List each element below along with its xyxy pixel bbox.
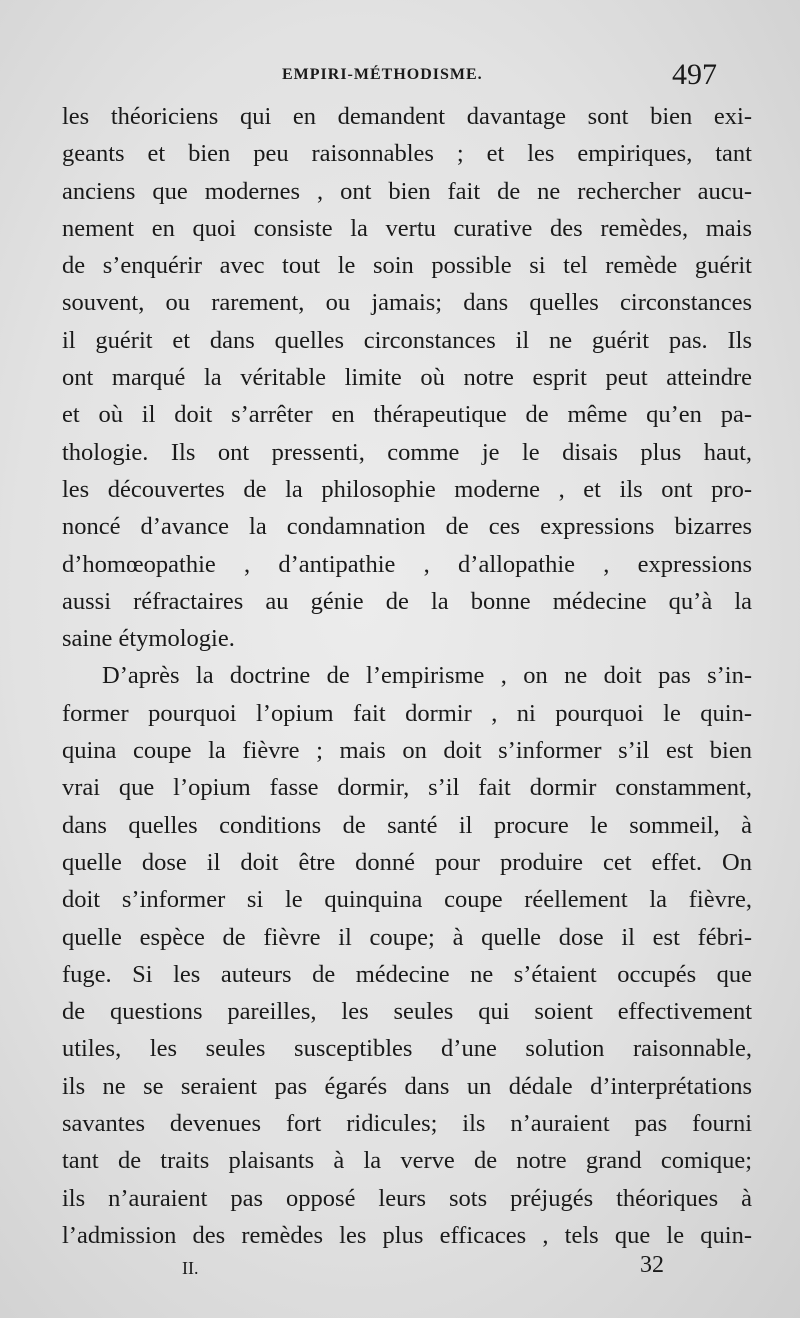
text-line: ils n’auraient pas opposé leurs sots préjugés théoriques à [62,1184,752,1212]
text-line: quina coupe la fièvre ; mais on doit s’informer s’il est bien [62,737,752,765]
text-line: quelle dose il doit être donné pour produire cet effet. On [62,848,752,876]
text-line: thologie. Ils ont pressenti, comme je le disais plus haut, [62,438,752,466]
body-text [62,98,752,1254]
text-line: de s’enquérir avec tout le soin possible si tel remède guérit [62,252,752,280]
text-line: souvent, ou rarement, ou jamais; dans quelles circonstances [62,289,752,317]
text-line: il guérit et dans quelles circonstances il ne guérit pas. Ils [62,326,752,354]
text-line: ont marqué la véritable limite où notre esprit peut atteindre [62,364,752,392]
text-line: et où il doit s’arrêter en thérapeutique de même qu’en pa- [62,401,752,429]
page-number: 497 [672,58,717,91]
text-line: quelle espèce de fièvre il coupe; à quelle dose il est fébri- [62,923,752,951]
signature-mark: II. [182,1258,199,1278]
text-line: savantes devenues fort ridicules; ils n’auraient pas fourni [62,1110,752,1138]
text-line: les théoriciens qui en demandent davantage sont bien exi- [62,103,752,130]
text-line: anciens que modernes , ont bien fait de ne rechercher aucu- [62,177,752,205]
text-line: former pourquoi l’opium fait dormir , ni pourquoi le quin- [62,699,752,727]
text-line: d’homœopathie , d’antipathie , d’allopathie , expressions [62,550,752,578]
text-line: saine étymologie. [62,625,235,653]
page-header [0,58,800,98]
text-line: D’après la doctrine de l’empirisme , on ne doit pas s’in- [102,662,752,690]
text-line: aussi réfractaires au génie de la bonne médecine qu’à la [62,587,752,615]
text-line: tant de traits plaisants à la verve de notre grand comique; [62,1147,752,1175]
text-line: nement en quoi consiste la vertu curative des remèdes, mais [62,214,752,242]
text-line: les découvertes de la philosophie moderne , et ils ont pro- [62,475,752,503]
text-line: l’admission des remèdes les plus efficaces , tels que le quin- [62,1221,752,1249]
text-line: utiles, les seules susceptibles d’une solution raisonnable, [62,1035,752,1063]
text-line: doit s’informer si le quinquina coupe réellement la fièvre, [62,886,752,914]
text-line: dans quelles conditions de santé il procure le sommeil, à [62,811,752,839]
text-line: noncé d’avance la condamnation de ces expressions bizarres [62,513,752,541]
page-footer [0,1252,800,1288]
running-title: EMPIRI-MÉTHODISME. [282,66,483,83]
text-line: ils ne se seraient pas égarés dans un dédale d’interprétations [62,1072,752,1100]
paragraph [62,98,752,657]
text-line: fuge. Si les auteurs de médecine ne s’étaient occupés que [62,960,752,988]
sheet-number: 32 [640,1252,664,1278]
paragraph [62,657,752,1254]
text-line: geants et bien peu raisonnables ; et les empiriques, tant [62,140,752,168]
text-line: de questions pareilles, les seules qui soient effectivement [62,998,752,1026]
text-line: vrai que l’opium fasse dormir, s’il fait dormir constamment, [62,774,752,802]
